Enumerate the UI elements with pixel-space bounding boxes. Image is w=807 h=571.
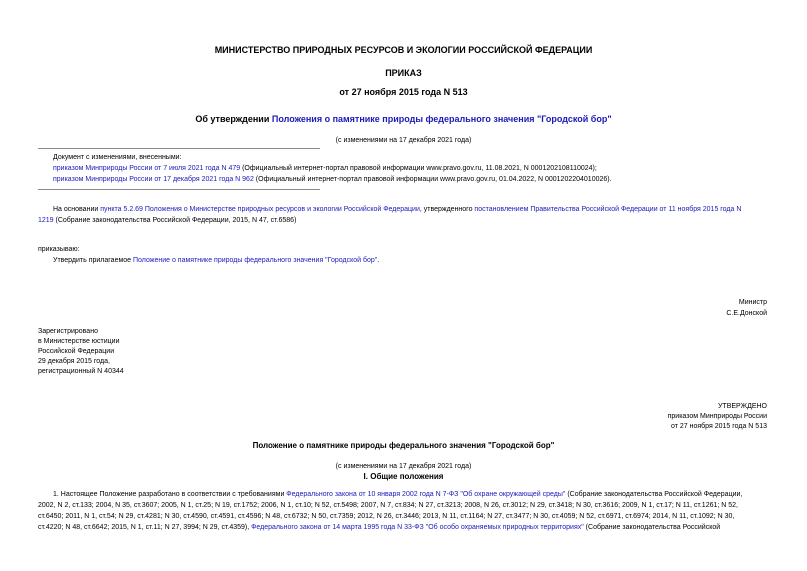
signature-name: С.Е.Донской [726,310,767,317]
basis-line-2 [38,216,296,226]
changes-intro: Документ с изменениями, внесенными: [53,154,182,161]
registration-line: регистрационный N 40344 [38,368,124,375]
order-suffix: . [377,257,380,264]
ministry-heading: МИНИСТЕРСТВО ПРИРОДНЫХ РЕСУРСОВ И ЭКОЛОГИИ РОССИЙСКОЙ ФЕДЕРАЦИИ [214,45,593,55]
paragraph-text: 1. Настоящее Положение разработано в соответствии с требованиями [53,491,287,498]
regulation-title: Положение о памятнике природы федерального значения "Городской бор" [252,441,555,450]
change-link-962[interactable]: приказом Минприроды России от 17 декабря 2021 года N 962 [53,176,254,183]
basis-link-decree[interactable]: постановлением Правительства Российской Федерации от 11 ноября 2015 года N [474,206,742,213]
registration-block [38,327,124,377]
doc-title-prefix: Об утверждении [195,114,272,124]
doc-date-number: от 27 ноября 2015 года N 513 [339,87,468,97]
order-word: приказываю: [38,246,80,253]
law-link-7fz[interactable]: Федерального закона от 10 января 2002 года N 7-ФЗ "Об охране окружающей среды" [286,491,566,498]
change-link-479[interactable]: приказом Минприроды России от 7 июля 2021 года N 479 [53,165,241,172]
paragraph-1-line-1 [53,490,742,500]
doc-title-link[interactable]: Положения о памятнике природы федерального значения "Городской бор" [271,114,612,124]
order-text [53,256,379,266]
divider-bottom [38,189,320,190]
change-source: (Официальный интернет-портал правовой информации www.pravo.gov.ru, 11.08.2021, N 0001202108110024); [240,165,597,172]
basis-text: На основании [53,206,101,213]
paragraph-text: (Собрание законодательства Российской Федерации, [565,491,743,498]
paragraph-text: (Собрание законодательства Российской [583,524,721,531]
basis-line-1 [53,205,741,215]
approved-line: УТВЕРЖДЕНО [717,403,767,410]
basis-link-decree-number[interactable]: 1219 [38,217,54,224]
paragraph-1-line-3: ст.6450; 2011, N 1, ст.54; N 29, ст.4281; N 30, ст.4590, ст.4591, ст.4596; N 48, ст.6732; N 50, ст.7359; 2012, N 26, ст.3446; 2013, N 11, ст.1164; N 27, ст.3477; N 30, ст.4059; N 52, ст.6971, ст.6974; 2014, N 11, ст.1092; N 30, [38,513,735,520]
doc-title [0,114,807,124]
law-link-33fz[interactable]: Федерального закона от 14 марта 1995 года N 33-ФЗ "Об особо охраняемых природных территориях" [251,524,584,531]
doc-type: ПРИКАЗ [385,68,422,78]
paragraph-1-line-4 [38,523,720,533]
order-link[interactable]: Положение о памятнике природы федерального значения "Городской бор" [133,257,378,264]
registration-line: Зарегистрировано [38,328,98,335]
basis-source: (Собрание законодательства Российской Федерации, 2015, N 47, ст.6586) [53,217,297,224]
approved-block [668,402,767,432]
section-title: I. Общие положения [363,472,444,481]
basis-text: , утвержденного [419,206,475,213]
approved-line: приказом Минприроды России [667,413,767,420]
signature-position: Министр [738,299,767,306]
paragraph-1-line-2: 2002, N 2, ст.133; 2004, N 35, ст.3607; 2005, N 1, ст.25; N 19, ст.1752; 2006, N 1, ст.10; N 52, ст.5498; 2007, N 7, ст.834; N 27, ст.3213; 2008, N 26, ст.3012; N 29, ст.3418; N 30, ст.3616; 2009, N 1, ст.17; N 11, ст.1261; N 52, [38,502,738,509]
change-item [53,164,597,174]
approved-line: от 27 ноября 2015 года N 513 [671,423,767,430]
regulation-edition-note: (с изменениями на 17 декабря 2021 года) [335,463,472,470]
change-source: (Официальный интернет-портал правовой информации www.pravo.gov.ru, 01.04.2022, N 0001202204010026). [253,176,612,183]
basis-link-regulation[interactable]: пункта 5.2.69 Положения о Министерстве природных ресурсов и экологии Российской Федерации [100,206,420,213]
registration-line: 29 декабря 2015 года, [38,358,110,365]
order-prefix: Утвердить прилагаемое [53,257,134,264]
change-item [53,175,612,185]
divider-top [38,148,320,149]
registration-line: в Министерстве юстиции [38,338,120,345]
paragraph-text: ст.4220; N 48, ст.6642; 2015, N 1, ст.11; N 27, 3994; N 29, ст.4359), [38,524,252,531]
registration-line: Российской Федерации [38,348,115,355]
edition-note: (с изменениями на 17 декабря 2021 года) [335,137,472,144]
